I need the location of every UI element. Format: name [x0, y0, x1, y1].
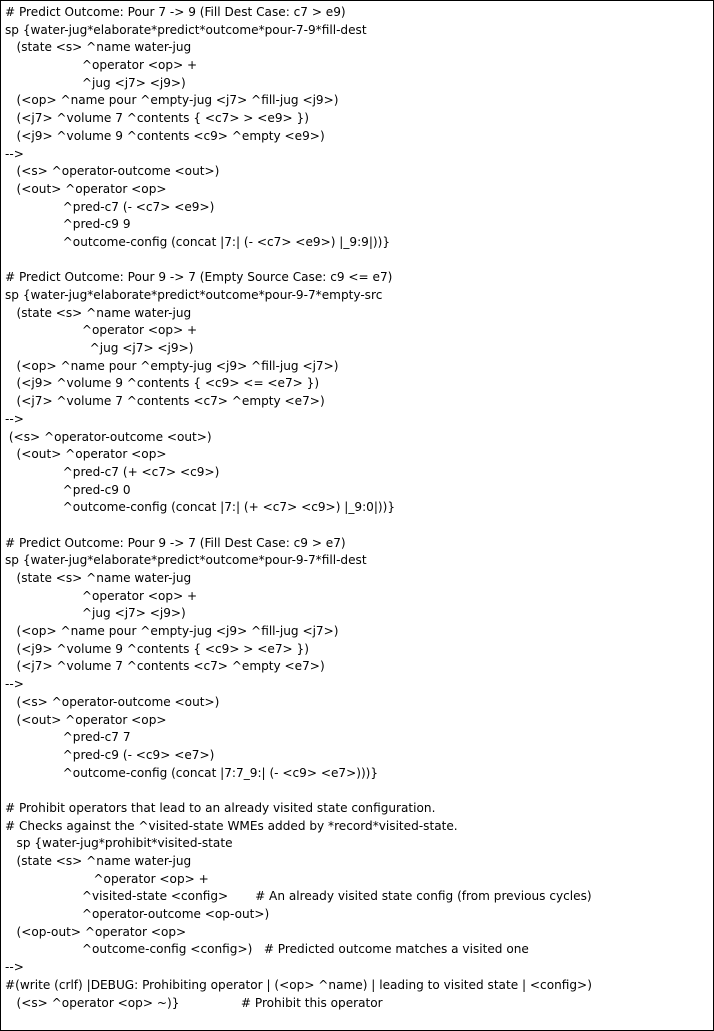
- code-line: -->: [5, 960, 24, 975]
- code-line: ^jug <j7> <j9>): [5, 606, 186, 621]
- code-line: (<j7> ^volume 7 ^contents <c7> ^empty <e7>): [5, 659, 325, 674]
- code-line: ^operator <op> +: [5, 58, 198, 73]
- code-line: (<op> ^name pour ^empty-jug <j9> ^fill-jug <j7>): [5, 624, 339, 639]
- code-line: [5, 782, 711, 800]
- code-line: (<j9> ^volume 9 ^contents { <c9> > <e7> }): [5, 641, 309, 656]
- code-line: ^pred-c9 9: [5, 217, 131, 232]
- code-line: ^operator <op> +: [5, 588, 198, 603]
- code-line: ^visited-state <config> # An already visited state config (from previous cycles): [5, 889, 592, 904]
- code-line: (<s> ^operator <op> ~)} # Prohibit this operator: [5, 995, 383, 1010]
- code-line: ^jug <j7> <j9>): [5, 75, 186, 90]
- code-line: -->: [5, 146, 24, 161]
- code-line: ^operator-outcome <op-out>): [5, 907, 270, 922]
- code-line: ^pred-c7 (- <c7> <e9>): [5, 199, 215, 214]
- code-line: sp {water-jug*elaborate*predict*outcome*pour-7-9*fill-dest: [5, 22, 367, 37]
- code-line: # Prohibit operators that lead to an already visited state configuration.: [5, 800, 436, 815]
- code-line: ^outcome-config <config>) # Predicted outcome matches a visited one: [5, 942, 529, 957]
- code-line: sp {water-jug*elaborate*predict*outcome*pour-9-7*empty-src: [5, 288, 383, 302]
- code-line: (<s> ^operator-outcome <out>): [5, 164, 220, 179]
- code-line: #(write (crlf) |DEBUG: Prohibiting operator | (<op> ^name) | leading to visited state | <config>): [5, 977, 592, 992]
- code-line: sp {water-jug*elaborate*predict*outcome*pour-9-7*fill-dest: [5, 553, 367, 568]
- code-line: (<j7> ^volume 7 ^contents <c7> ^empty <e7>): [5, 394, 325, 409]
- code-line: ^operator <op> +: [5, 871, 209, 886]
- code-line: ^jug <j7> <j9>): [5, 341, 194, 356]
- code-line: sp {water-jug*prohibit*visited-state: [5, 836, 233, 851]
- code-line: # Checks against the ^visited-state WMEs added by *record*visited-state.: [5, 818, 458, 833]
- code-line: ^outcome-config (concat |7:7_9:| (- <c9> <e7>)))}: [5, 765, 379, 780]
- code-line: -->: [5, 411, 24, 426]
- code-line: ^outcome-config (concat |7:| (+ <c7> <c9>) |_9:0|))}: [5, 500, 396, 515]
- code-line: (state <s> ^name water-jug: [5, 40, 192, 55]
- code-line: # Predict Outcome: Pour 7 -> 9 (Fill Dest Case: c7 > e9): [5, 5, 346, 19]
- code-line: (<j9> ^volume 9 ^contents { <c9> <= <e7> }): [5, 376, 320, 391]
- code-line: # Predict Outcome: Pour 9 -> 7 (Fill Dest Case: c9 > e7): [5, 535, 346, 550]
- code-line: (<op-out> ^operator <op>: [5, 924, 187, 939]
- code-line: (<out> ^operator <op>: [5, 447, 167, 462]
- code-line: ^outcome-config (concat |7:| (- <c7> <e9>) |_9:9|))}: [5, 234, 391, 249]
- code-line: ^operator <op> +: [5, 323, 198, 338]
- code-listing: [5, 4, 711, 1012]
- code-line: (<out> ^operator <op>: [5, 712, 167, 727]
- code-line: ^pred-c7 (+ <c7> <c9>): [5, 464, 220, 479]
- code-line: (<j7> ^volume 7 ^contents { <c7> > <e9> }): [5, 111, 309, 126]
- code-line: [5, 517, 711, 535]
- code-line: (<s> ^operator-outcome <out>): [5, 694, 220, 709]
- code-line: (state <s> ^name water-jug: [5, 571, 192, 585]
- code-line: (state <s> ^name water-jug: [5, 305, 192, 320]
- code-line: ^pred-c7 7: [5, 730, 131, 745]
- code-line: (<op> ^name pour ^empty-jug <j7> ^fill-jug <j9>): [5, 93, 339, 108]
- code-line: ^pred-c9 (- <c9> <e7>): [5, 747, 215, 762]
- code-line: ^pred-c9 0: [5, 482, 131, 497]
- code-line: (state <s> ^name water-jug: [5, 854, 192, 868]
- code-line: (<s> ^operator-outcome <out>): [5, 429, 212, 444]
- code-line: (<op> ^name pour ^empty-jug <j9> ^fill-jug <j7>): [5, 358, 339, 373]
- code-line: [5, 252, 711, 270]
- code-line: (<out> ^operator <op>: [5, 181, 167, 196]
- code-line: -->: [5, 677, 24, 692]
- code-line: (<j9> ^volume 9 ^contents <c9> ^empty <e9>): [5, 128, 325, 143]
- code-line: # Predict Outcome: Pour 9 -> 7 (Empty Source Case: c9 <= e7): [5, 270, 393, 285]
